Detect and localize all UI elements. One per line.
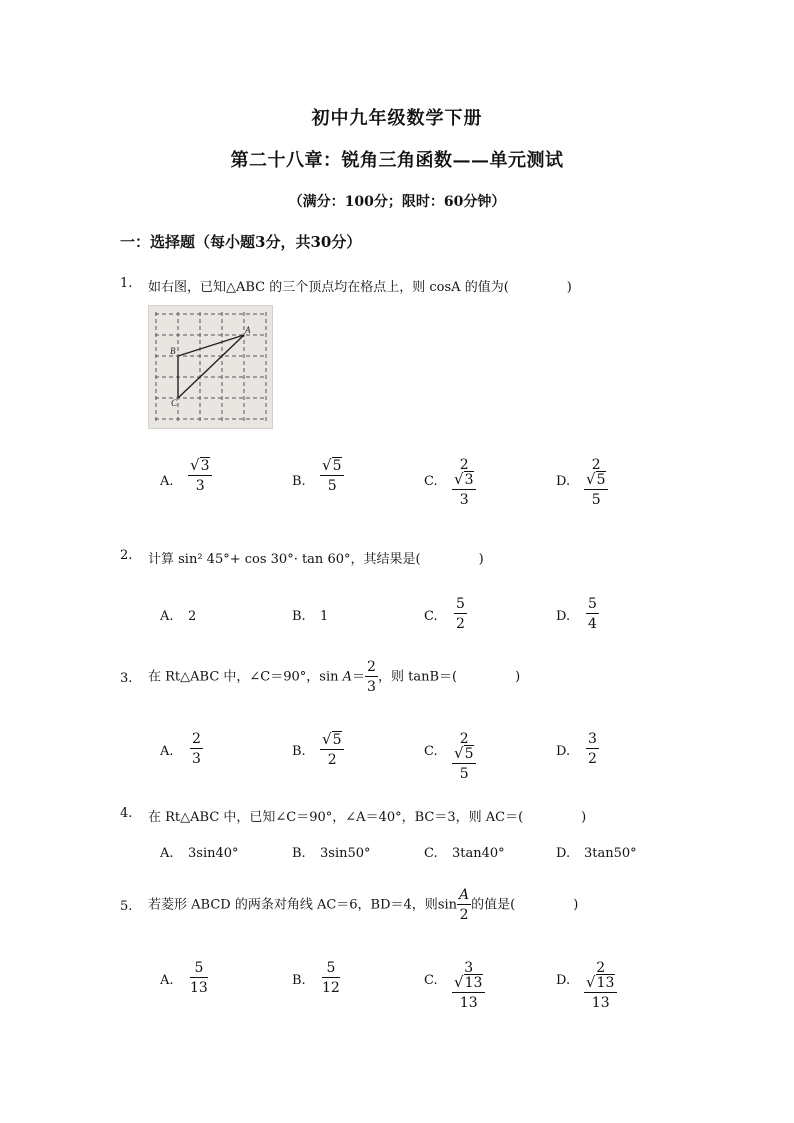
question-number: 1. (120, 276, 133, 291)
question-text: 在 Rt△ABC 中，已知∠C＝90°，∠A＝40°，BC＝3，则 AC＝( ) (148, 810, 587, 825)
fraction: $\frac{√5}{5}$ (320, 458, 344, 493)
document-title: 初中九年级数学下册 (311, 108, 483, 129)
question-2-options: A. 2 B. 1 C. $\frac{5}{2}$ D. $\frac{5}{4}$ (160, 596, 597, 632)
question-5-options: A. $\frac{5}{13}$ B. $\frac{5}{12}$ C. $\frac{3√13}{13}$ D. $\frac{2√13}{13}$ (160, 961, 720, 1011)
side-ab (178, 335, 244, 356)
fraction: $\frac{√3}{3}$ (188, 458, 212, 493)
question-number: 2. (120, 548, 133, 563)
fraction: $\frac{2√3}{3}$ (452, 458, 476, 507)
triangle-diagram (149, 306, 272, 428)
grid-triangle-figure (148, 305, 273, 429)
question-text: 如右图，已知△ABC 的三个顶点均在格点上，则 cosA 的值为( ) (148, 280, 572, 295)
fraction: $\frac{2√13}{13}$ (584, 961, 617, 1010)
vertex-label-a: A (245, 325, 251, 335)
vertex-label-b: B (170, 346, 176, 356)
fraction: $\frac{5}{2}$ (456, 596, 465, 632)
side-ca (178, 335, 244, 398)
question-3-options: A. $\frac{2}{3}$ B. $\frac{√5}{2}$ C. $\frac{2√5}{5}$ D. $\frac{3}{2}$ (160, 730, 597, 782)
fraction: $\frac{5}{13}$ (190, 960, 208, 996)
fraction: $\frac{5}{12}$ (322, 960, 340, 996)
fraction: $\frac{2√5}{5}$ (452, 732, 476, 781)
fraction: $\frac{2}{3}$ (192, 731, 201, 767)
fraction: $\frac{√5}{2}$ (320, 732, 344, 767)
question-number: 4. (120, 806, 133, 821)
section-heading: 一：选择题（每小题3分，共30分） (120, 233, 362, 251)
fraction: $\frac{2√5}{5}$ (584, 458, 608, 507)
question-4-options: A. 3sin40° B. 3sin50° C. 3tan40° D. 3tan50° (160, 846, 637, 861)
fraction: $\frac{3}{2}$ (588, 731, 597, 767)
question-1-options: A. $\frac{√3}{3}$ B. $\frac{√5}{5}$ C. $\frac{2√3}{3}$ D. $\frac{2√5}{5}$ (160, 458, 720, 508)
vertex-label-c: C (171, 398, 178, 408)
question-text: 计算 sin² 45°+ cos 30°· tan 60°，其结果是( ) (148, 552, 484, 567)
question-text: 若菱形 ABCD 的两条对角线 AC＝6，BD＝4，则sin $\frac{A}{2}$ 的值是( ) (148, 887, 579, 923)
question-text: 在 Rt△ABC 中，∠C＝90°，sin A＝ $\frac{2}{3}$ ，则 tanB＝( ) (148, 659, 521, 695)
exam-info: （满分：100分；限时：60分钟） (288, 194, 506, 210)
question-number: 5. (120, 899, 133, 914)
fraction: $\frac{5}{4}$ (588, 596, 597, 632)
fraction: $\frac{3√13}{13}$ (452, 961, 485, 1010)
fraction: $\frac{A}{2}$ (459, 887, 470, 923)
fraction: $\frac{2}{3}$ (367, 659, 376, 695)
chapter-title: 第二十八章：锐角三角函数——单元测试 (230, 150, 564, 171)
question-number: 3. (120, 671, 133, 686)
